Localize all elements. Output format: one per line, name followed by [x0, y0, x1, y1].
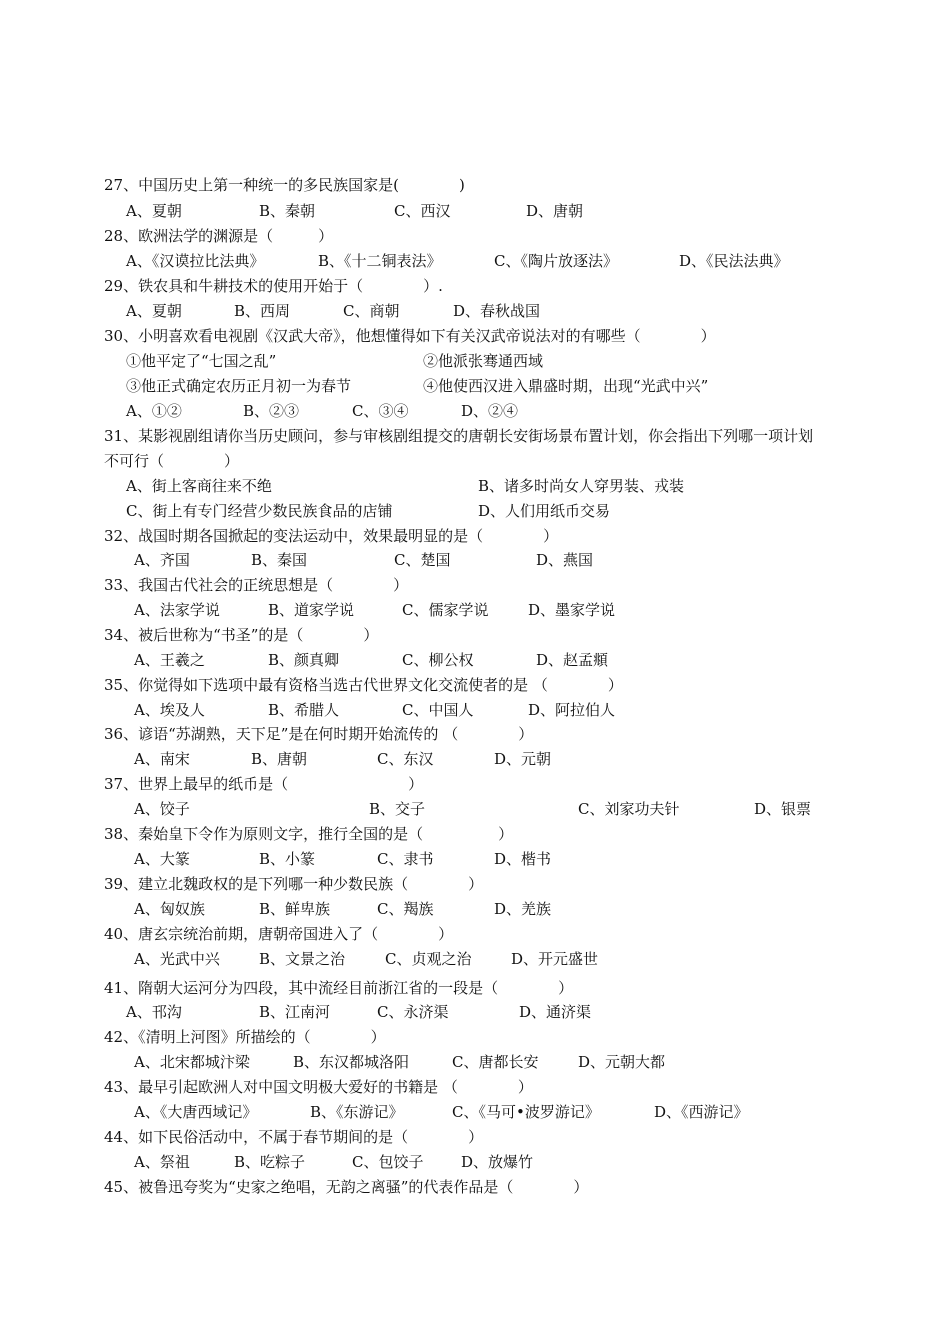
option-c: C、唐都长安: [452, 1053, 539, 1071]
question-32-stem: 32、战国时期各国掀起的变法运动中，效果最明显的是（ ）: [104, 527, 559, 545]
question-40-options: [0, 947, 950, 971]
question-42-stem: 42、《清明上河图》所描绘的（ ）: [104, 1028, 386, 1046]
question-34-options: [0, 648, 950, 672]
option-c: C、儒家学说: [402, 601, 489, 619]
question-44-options: [0, 1150, 950, 1174]
statement-4: ④他使西汉进入鼎盛时期，出现“光武中兴”: [423, 377, 709, 395]
option-c: C、永济渠: [377, 1003, 449, 1021]
question-30-options: [0, 399, 950, 423]
question-29-stem: 29、铁农具和牛耕技术的使用开始于（ ）.: [104, 277, 443, 295]
question-42-options: [0, 1050, 950, 1074]
question-37-options: [0, 797, 950, 821]
question-28-options: [0, 249, 950, 273]
option-a: A、《大唐西域记》: [134, 1103, 258, 1121]
option-b: B、西周: [234, 302, 291, 320]
option-a: A、街上客商往来不绝: [126, 477, 272, 495]
question-35-options: [0, 698, 950, 722]
question-41-options: [0, 1000, 950, 1024]
option-b: B、希腊人: [268, 701, 340, 719]
question-36-options: [0, 747, 950, 771]
statement-1: ①他平定了“七国之乱”: [126, 352, 277, 370]
option-a: A、①②: [126, 402, 182, 420]
option-c: C、《陶片放逐法》: [494, 252, 618, 270]
question-31-stem-continued: 不可行（ ）: [104, 452, 240, 470]
option-d: D、羌族: [494, 900, 552, 918]
option-b: B、江南河: [259, 1003, 331, 1021]
option-a: A、《汉谟拉比法典》: [126, 252, 265, 270]
option-b: B、秦国: [251, 551, 308, 569]
option-a: A、南宋: [134, 750, 190, 768]
question-27-stem: 27、中国历史上第一种统一的多民族国家是( ): [104, 176, 465, 194]
option-c: C、柳公权: [402, 651, 474, 669]
question-33-options: [0, 598, 950, 622]
question-43-stem: 43、最早引起欧洲人对中国文明极大爱好的书籍是 （ ）: [104, 1078, 533, 1096]
question-27-options: [0, 199, 950, 223]
question-43-options: [0, 1100, 950, 1124]
question-34-stem: 34、被后世称为“书圣”的是（ ）: [104, 626, 379, 644]
question-35-stem: 35、你觉得如下选项中最有资格当选古代世界文化交流使者的是 （ ）: [104, 676, 623, 694]
option-b: B、文景之治: [259, 950, 346, 968]
option-a: A、北宋都城汴梁: [134, 1053, 250, 1071]
question-39-options: [0, 897, 950, 921]
option-b: B、唐朝: [251, 750, 308, 768]
option-c: C、商朝: [343, 302, 400, 320]
option-d: D、赵孟頫: [536, 651, 609, 669]
option-c: C、隶书: [377, 850, 434, 868]
option-b: B、吃粽子: [234, 1153, 306, 1171]
option-d: D、阿拉伯人: [528, 701, 616, 719]
option-c: C、羯族: [377, 900, 434, 918]
question-38-options: [0, 847, 950, 871]
question-45-stem: 45、被鲁迅夸奖为“史家之绝唱，无韵之离骚”的代表作品是（ ）: [104, 1178, 589, 1196]
option-d: D、通济渠: [519, 1003, 592, 1021]
option-a: A、夏朝: [126, 202, 182, 220]
question-31-options-2: [0, 499, 950, 523]
option-d: D、开元盛世: [511, 950, 599, 968]
option-a: A、匈奴族: [134, 900, 205, 918]
option-b: B、道家学说: [268, 601, 355, 619]
option-c: C、东汉: [377, 750, 434, 768]
option-b: B、《十二铜表法》: [318, 252, 442, 270]
option-a: A、王羲之: [134, 651, 205, 669]
statement-3: ③他正式确定农历正月初一为春节: [126, 377, 352, 395]
option-c: C、③④: [352, 402, 409, 420]
option-a: A、夏朝: [126, 302, 182, 320]
option-a: A、邗沟: [126, 1003, 182, 1021]
option-a: A、祭祖: [134, 1153, 190, 1171]
option-c: C、西汉: [394, 202, 451, 220]
option-c: C、中国人: [402, 701, 474, 719]
option-d: D、人们用纸币交易: [478, 502, 611, 520]
question-29-options: [0, 299, 950, 323]
option-c: C、楚国: [394, 551, 451, 569]
option-d: D、墨家学说: [528, 601, 616, 619]
option-b: B、《东游记》: [310, 1103, 404, 1121]
option-c: C、《马可•波罗游记》: [452, 1103, 600, 1121]
question-31-options-1: [0, 474, 950, 498]
option-b: B、秦朝: [259, 202, 316, 220]
option-a: A、齐国: [134, 551, 190, 569]
option-a: A、光武中兴: [134, 950, 220, 968]
question-30-statements-2: [0, 374, 950, 398]
option-c: C、贞观之治: [385, 950, 472, 968]
option-c: C、包饺子: [352, 1153, 424, 1171]
option-a: A、大篆: [134, 850, 190, 868]
question-38-stem: 38、秦始皇下令作为原则文字，推行全国的是（ ）: [104, 825, 514, 843]
option-a: A、埃及人: [134, 701, 205, 719]
option-c: C、街上有专门经营少数民族食品的店铺: [126, 502, 393, 520]
question-44-stem: 44、如下民俗活动中，不属于春节期间的是（ ）: [104, 1128, 484, 1146]
question-41-stem: 41、隋朝大运河分为四段，其中流经目前浙江省的一段是（ ）: [104, 979, 574, 997]
question-30-stem: 30、小明喜欢看电视剧《汉武大帝》，他想懂得如下有关汉武帝说法对的有哪些（ ）: [104, 327, 716, 345]
question-39-stem: 39、建立北魏政权的是下列哪一种少数民族（ ）: [104, 875, 484, 893]
option-b: B、交子: [369, 800, 426, 818]
option-d: D、元朝大都: [578, 1053, 666, 1071]
option-b: B、颜真卿: [268, 651, 340, 669]
option-c: C、刘家功夫针: [578, 800, 680, 818]
option-d: D、元朝: [494, 750, 552, 768]
question-36-stem: 36、谚语“苏湖熟，天下足”是在何时期开始流传的 （ ）: [104, 725, 534, 743]
option-a: A、饺子: [134, 800, 190, 818]
statement-2: ②他派张骞通西域: [423, 352, 544, 370]
question-32-options: [0, 548, 950, 572]
option-b: B、诸多时尚女人穿男装、戎装: [478, 477, 685, 495]
option-d: D、春秋战国: [453, 302, 541, 320]
option-b: B、东汉都城洛阳: [293, 1053, 410, 1071]
question-28-stem: 28、欧洲法学的渊源是（ ）: [104, 227, 334, 245]
option-d: D、唐朝: [526, 202, 584, 220]
question-37-stem: 37、世界上最早的纸币是（ ）: [104, 775, 424, 793]
question-31-stem: 31、某影视剧组请你当历史顾问，参与审核剧组提交的唐朝长安街场景布置计划，你会指出下列哪一项计划: [104, 427, 814, 445]
option-d: D、燕国: [536, 551, 594, 569]
option-d: D、《民法法典》: [679, 252, 789, 270]
option-d: D、银票: [754, 800, 812, 818]
option-d: D、放爆竹: [461, 1153, 534, 1171]
option-a: A、法家学说: [134, 601, 220, 619]
option-b: B、小篆: [259, 850, 316, 868]
question-30-statements-1: [0, 349, 950, 373]
question-40-stem: 40、唐玄宗统治前期，唐朝帝国进入了（ ）: [104, 925, 454, 943]
option-d: D、②④: [461, 402, 519, 420]
option-d: D、楷书: [494, 850, 552, 868]
question-33-stem: 33、我国古代社会的正统思想是（ ）: [104, 576, 409, 594]
option-b: B、②③: [243, 402, 300, 420]
option-b: B、鲜卑族: [259, 900, 331, 918]
option-d: D、《西游记》: [654, 1103, 749, 1121]
